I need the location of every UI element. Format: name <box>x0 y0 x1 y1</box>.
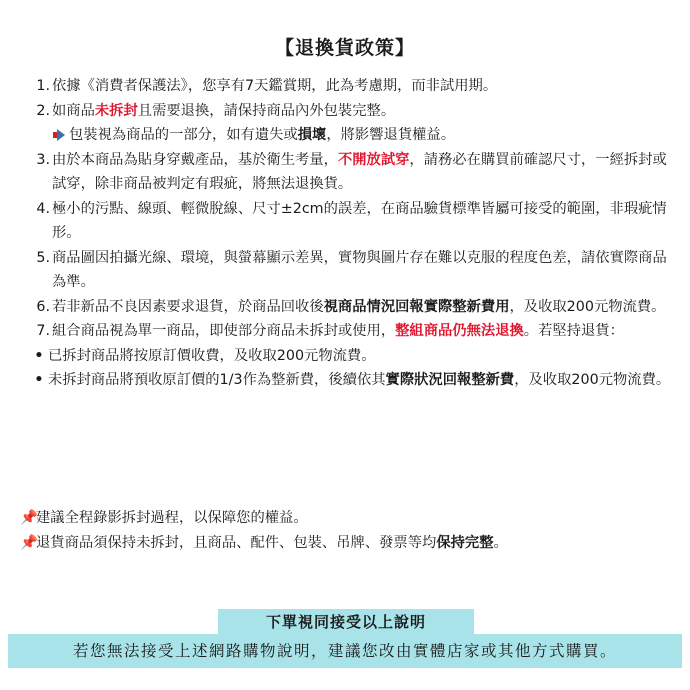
page-title: 【退換貨政策】 <box>274 37 415 59</box>
policy-item-3: 3. 由於本商品為貼身穿戴產品，基於衛生考量，不開放試穿，請務必在購買前確認尺寸，一經拆封或試穿，除非商品被判定有瑕疵，將無法退換貨。 <box>36 151 667 192</box>
bullet-icon: • <box>34 372 44 388</box>
policy-item-2-note: 包裝視為商品的一部分，如有遺失或損壞，將影響退貨權益。 <box>30 123 678 148</box>
highlight-unopened: 未拆封 <box>94 102 138 119</box>
policy-item-1: 1. 依據《消費者保護法》，您享有7天鑑賞期，此為考慮期，而非試用期。 <box>36 78 498 94</box>
policy-item-4: 4. 極小的污點、線頭、輕微脫線、尺寸±2cm的誤差，在商品驗貨標準皆屬可接受的範圍，非瑕疵情形。 <box>36 200 667 241</box>
note-keep-intact: 📌退貨商品須保持未拆封，且商品、配件、包裝、吊牌、發票等均保持完整。 <box>20 531 670 556</box>
bullet-icon: • <box>34 347 44 364</box>
pushpin-icon: 📌 <box>20 510 38 526</box>
megaphone-icon <box>52 129 68 141</box>
policy-item-7: 7. 組合商品視為單一商品，即使部分商品未拆封或使用，整組商品仍無法退換。若堅持退貨： <box>36 323 624 339</box>
highlight-set-no-return: 整組商品仍無法退換 <box>395 323 524 339</box>
bullet-item-unopened: • 未拆封商品將預收原訂價的1/3作為整新費，後續依其實際狀況回報整新費，及收取200元物流費。 <box>30 368 678 393</box>
footer-heading: 下單視同接受以上說明 <box>218 609 474 635</box>
policy-item-5: 5. 商品圖因拍攝光線、環境，與螢幕顯示差異，實物與圖片存在難以克服的程度色差，請依實際商品為準。 <box>36 249 667 290</box>
note-record-unboxing: 📌建議全程錄影拆封過程，以保障您的權益。 <box>20 506 670 531</box>
policy-item-6: 6. 若非新品不良因素要求退貨，於商品回收後視商品情況回報實際整新費用，及收取200元物流費。 <box>36 298 666 315</box>
bullet-item-opened: • 已拆封商品將按原訂價收費，及收取200元物流費。 <box>30 344 678 369</box>
notes <box>20 506 670 555</box>
footer-message: 若您無法接受上述網路購物說明，建議您改由實體店家或其他方式購買。 <box>8 634 682 668</box>
highlight-no-trial: 不開放試穿 <box>337 151 410 168</box>
pushpin-icon: 📌 <box>20 534 38 551</box>
policy-list <box>30 74 678 393</box>
policy-item-2: 2. 如商品未拆封且需要退換，請保持商品內外包裝完整。 <box>36 102 396 119</box>
